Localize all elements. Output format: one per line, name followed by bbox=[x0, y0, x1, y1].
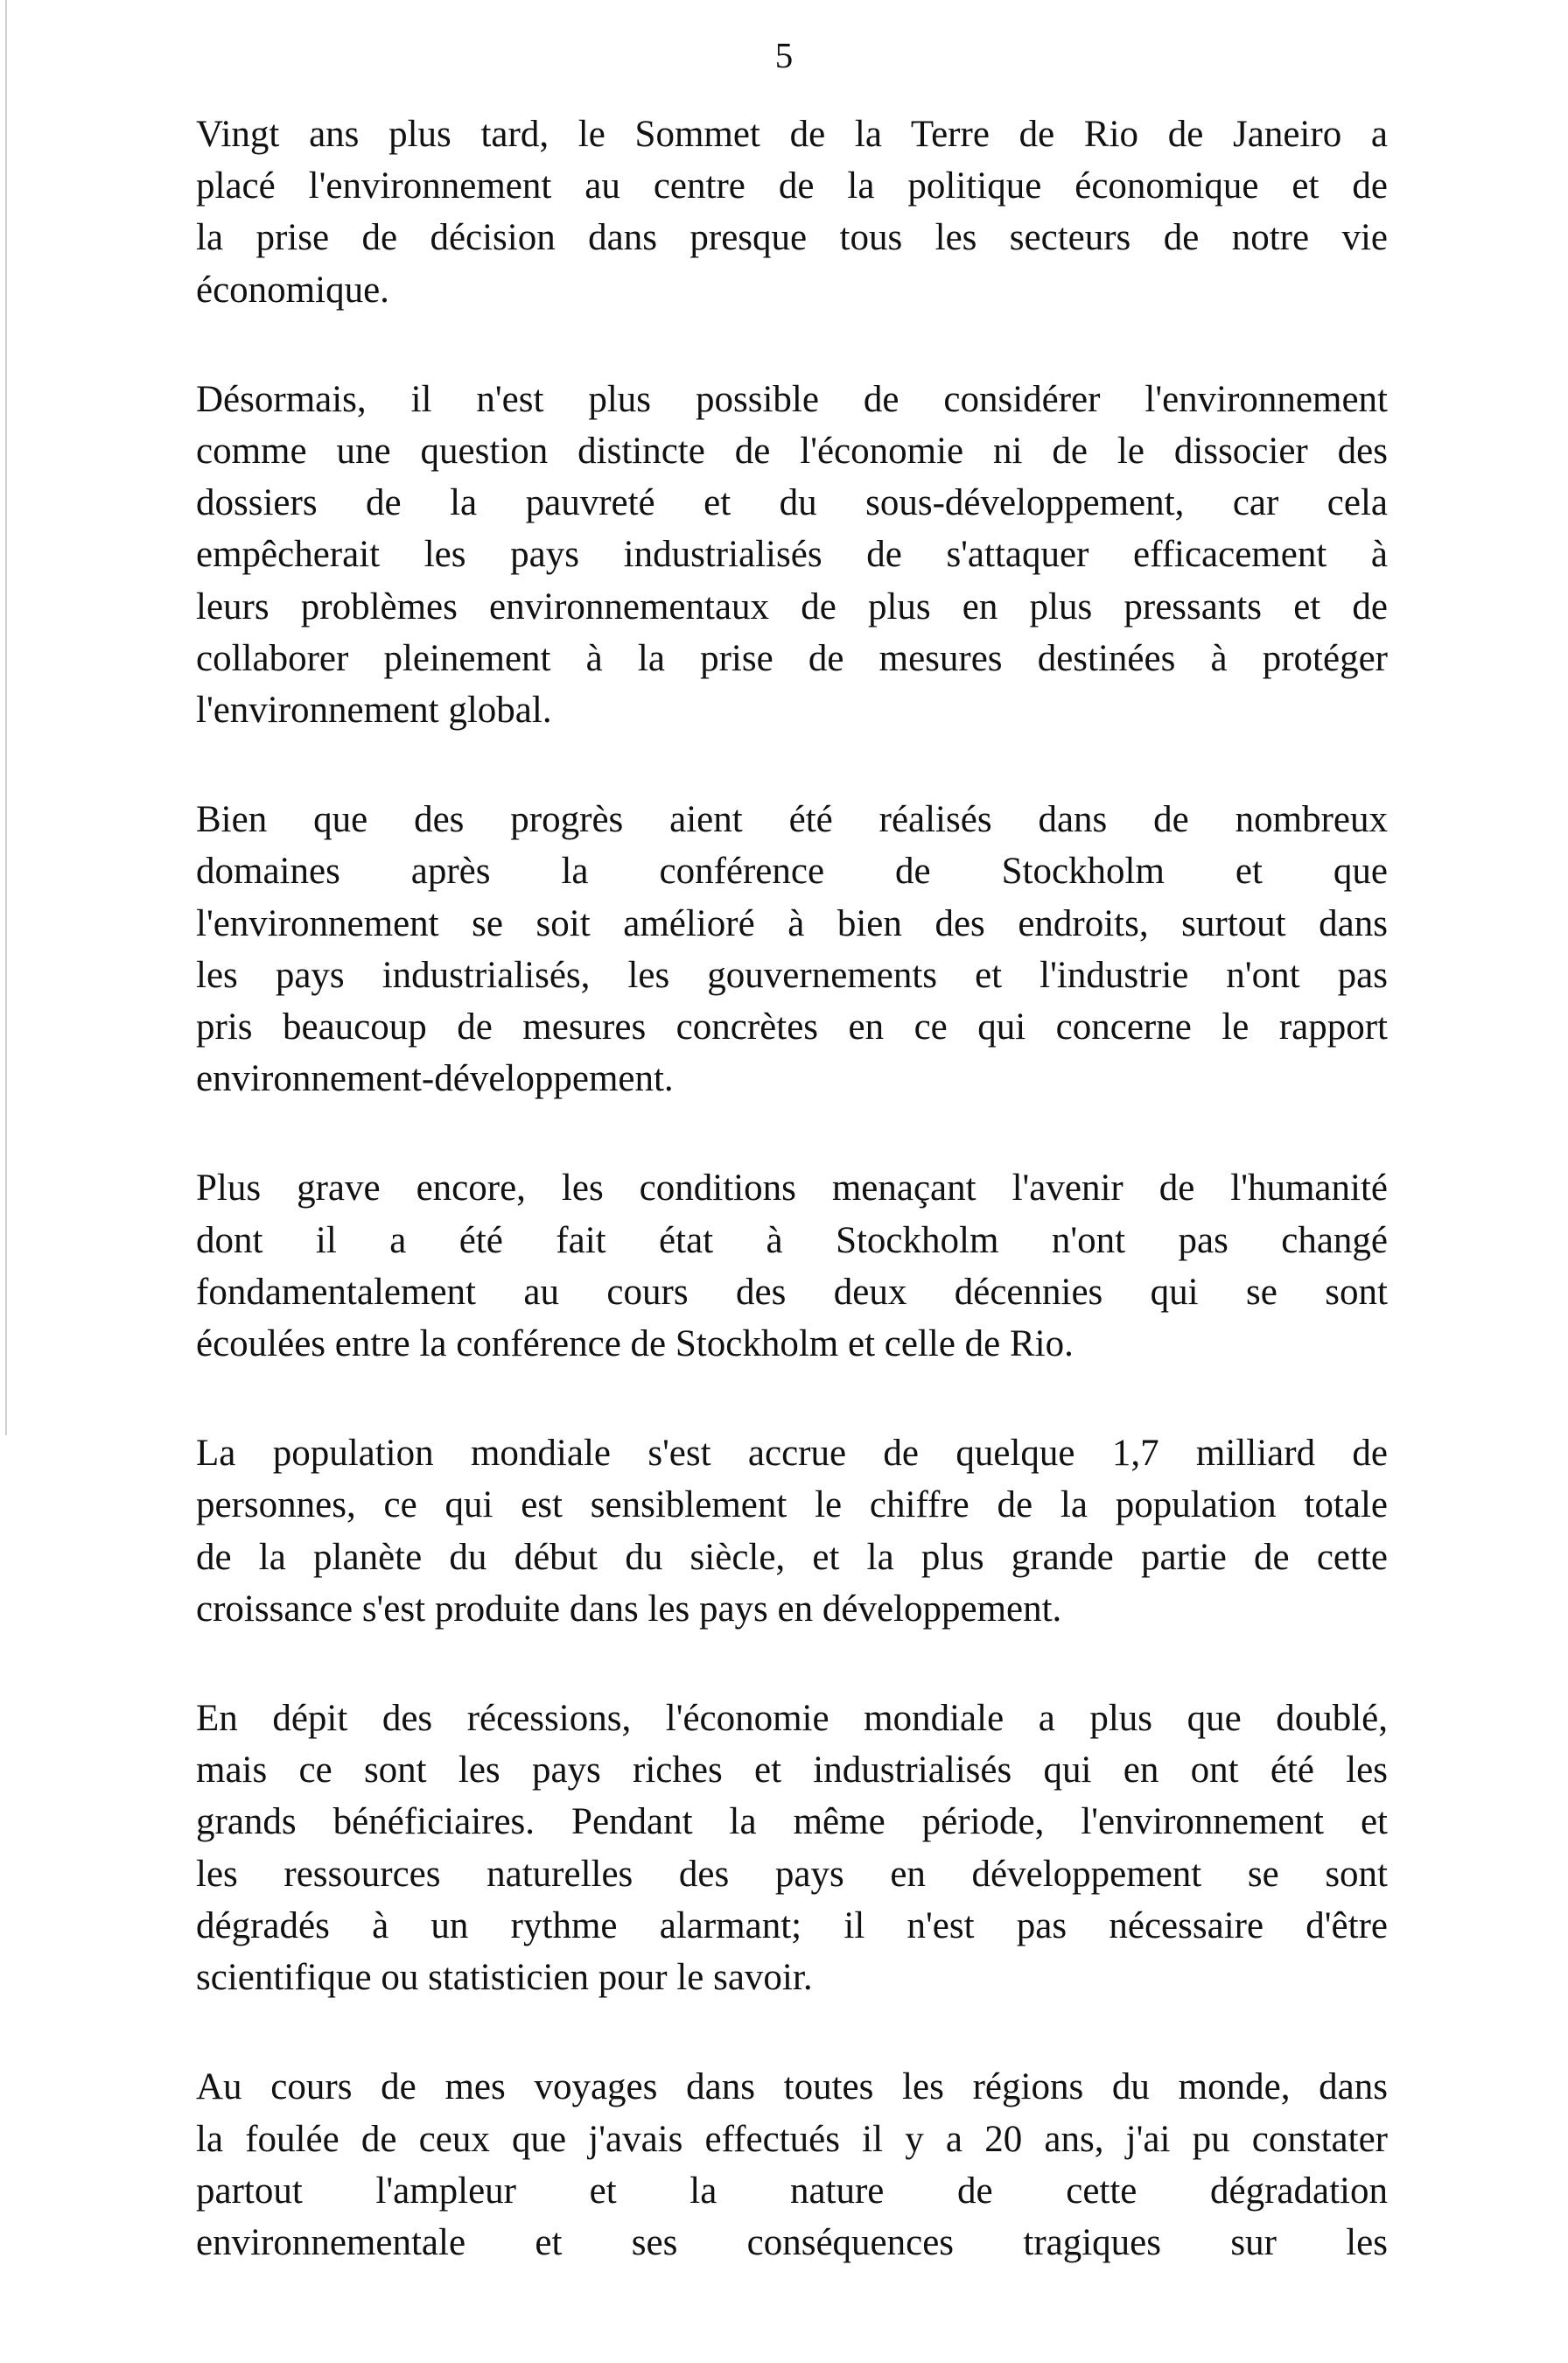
text-line: En dépit des récessions, l'économie mondiale a plus que doublé, bbox=[196, 1698, 1388, 1740]
text-line: empêcherait les pays industrialisés de s'attaquer efficacement à bbox=[196, 534, 1388, 576]
text-line: la foulée de ceux que j'avais effectués il y a 20 ans, j'ai pu constater bbox=[196, 2118, 1388, 2160]
text-line: la prise de décision dans presque tous les secteurs de notre vie bbox=[196, 217, 1388, 259]
text-line: grands bénéficiaires. Pendant la même période, l'environnement et bbox=[196, 1801, 1388, 1843]
text-line: domaines après la conférence de Stockholm et que bbox=[196, 851, 1388, 893]
text-line: l'environnement se soit amélioré à bien des endroits, surtout dans bbox=[196, 902, 1388, 944]
text-line: Vingt ans plus tard, le Sommet de la Terre de Rio de Janeiro a bbox=[196, 114, 1388, 155]
text-line: Bien que des progrès aient été réalisés dans de nombreux bbox=[196, 799, 1388, 841]
text-line: les pays industrialisés, les gouvernements et l'industrie n'ont pas bbox=[196, 954, 1388, 996]
text-line: partout l'ampleur et la nature de cette dégradation bbox=[196, 2170, 1388, 2212]
text-line: personnes, ce qui est sensiblement le chiffre de la population totale bbox=[196, 1484, 1388, 1526]
text-line: fondamentalement au cours des deux décennies qui se sont bbox=[196, 1271, 1388, 1313]
text-line: collaborer pleinement à la prise de mesures destinées à protéger bbox=[196, 637, 1388, 679]
text-line: placé l'environnement au centre de la politique économique et de bbox=[196, 165, 1388, 207]
paragraph bbox=[196, 2061, 1388, 2268]
text-line: mais ce sont les pays riches et industrialisés qui en ont été les bbox=[196, 1749, 1388, 1792]
text-line: environnement-développement. bbox=[196, 1058, 674, 1100]
document-body bbox=[196, 109, 1388, 2268]
text-line: Plus grave encore, les conditions menaçant l'avenir de l'humanité bbox=[196, 1167, 1388, 1210]
page-number: 5 bbox=[774, 35, 794, 75]
text-line: dégradés à un rythme alarmant; il n'est pas nécessaire d'être bbox=[196, 1904, 1388, 1946]
text-line: de la planète du début du siècle, et la plus grande partie de cette bbox=[196, 1536, 1388, 1578]
text-line: écoulées entre la conférence de Stockholm et celle de Rio. bbox=[196, 1323, 1074, 1365]
scan-edge-line bbox=[5, 0, 7, 1435]
text-line: environnementale et ses conséquences tragiques sur les bbox=[196, 2221, 1388, 2263]
paragraph bbox=[196, 109, 1388, 316]
paragraph bbox=[196, 1162, 1388, 1370]
paragraph bbox=[196, 374, 1388, 736]
text-line: pris beaucoup de mesures concrètes en ce qui concerne le rapport bbox=[196, 1006, 1388, 1048]
text-line: les ressources naturelles des pays en développement se sont bbox=[196, 1853, 1388, 1895]
text-line: dossiers de la pauvreté et du sous-développement, car cela bbox=[196, 482, 1388, 524]
paragraph bbox=[196, 1693, 1388, 2003]
paragraph bbox=[196, 794, 1388, 1104]
text-line: comme une question distincte de l'économie ni de le dissocier des bbox=[196, 431, 1388, 473]
text-line: l'environnement global. bbox=[196, 690, 552, 732]
text-line: dont il a été fait état à Stockholm n'ont pas changé bbox=[196, 1219, 1388, 1261]
text-line: leurs problèmes environnementaux de plus en plus pressants et de bbox=[196, 585, 1388, 628]
text-line: La population mondiale s'est accrue de quelque 1,7 milliard de bbox=[196, 1433, 1388, 1475]
paragraph bbox=[196, 1427, 1388, 1635]
text-line: croissance s'est produite dans les pays en développement. bbox=[196, 1588, 1062, 1630]
text-line: Désormais, il n'est plus possible de considérer l'environnement bbox=[196, 378, 1388, 420]
text-line: Au cours de mes voyages dans toutes les régions du monde, dans bbox=[196, 2066, 1388, 2108]
text-line: scientifique ou statisticien pour le savoir. bbox=[196, 1957, 813, 1999]
text-line: économique. bbox=[196, 269, 389, 311]
